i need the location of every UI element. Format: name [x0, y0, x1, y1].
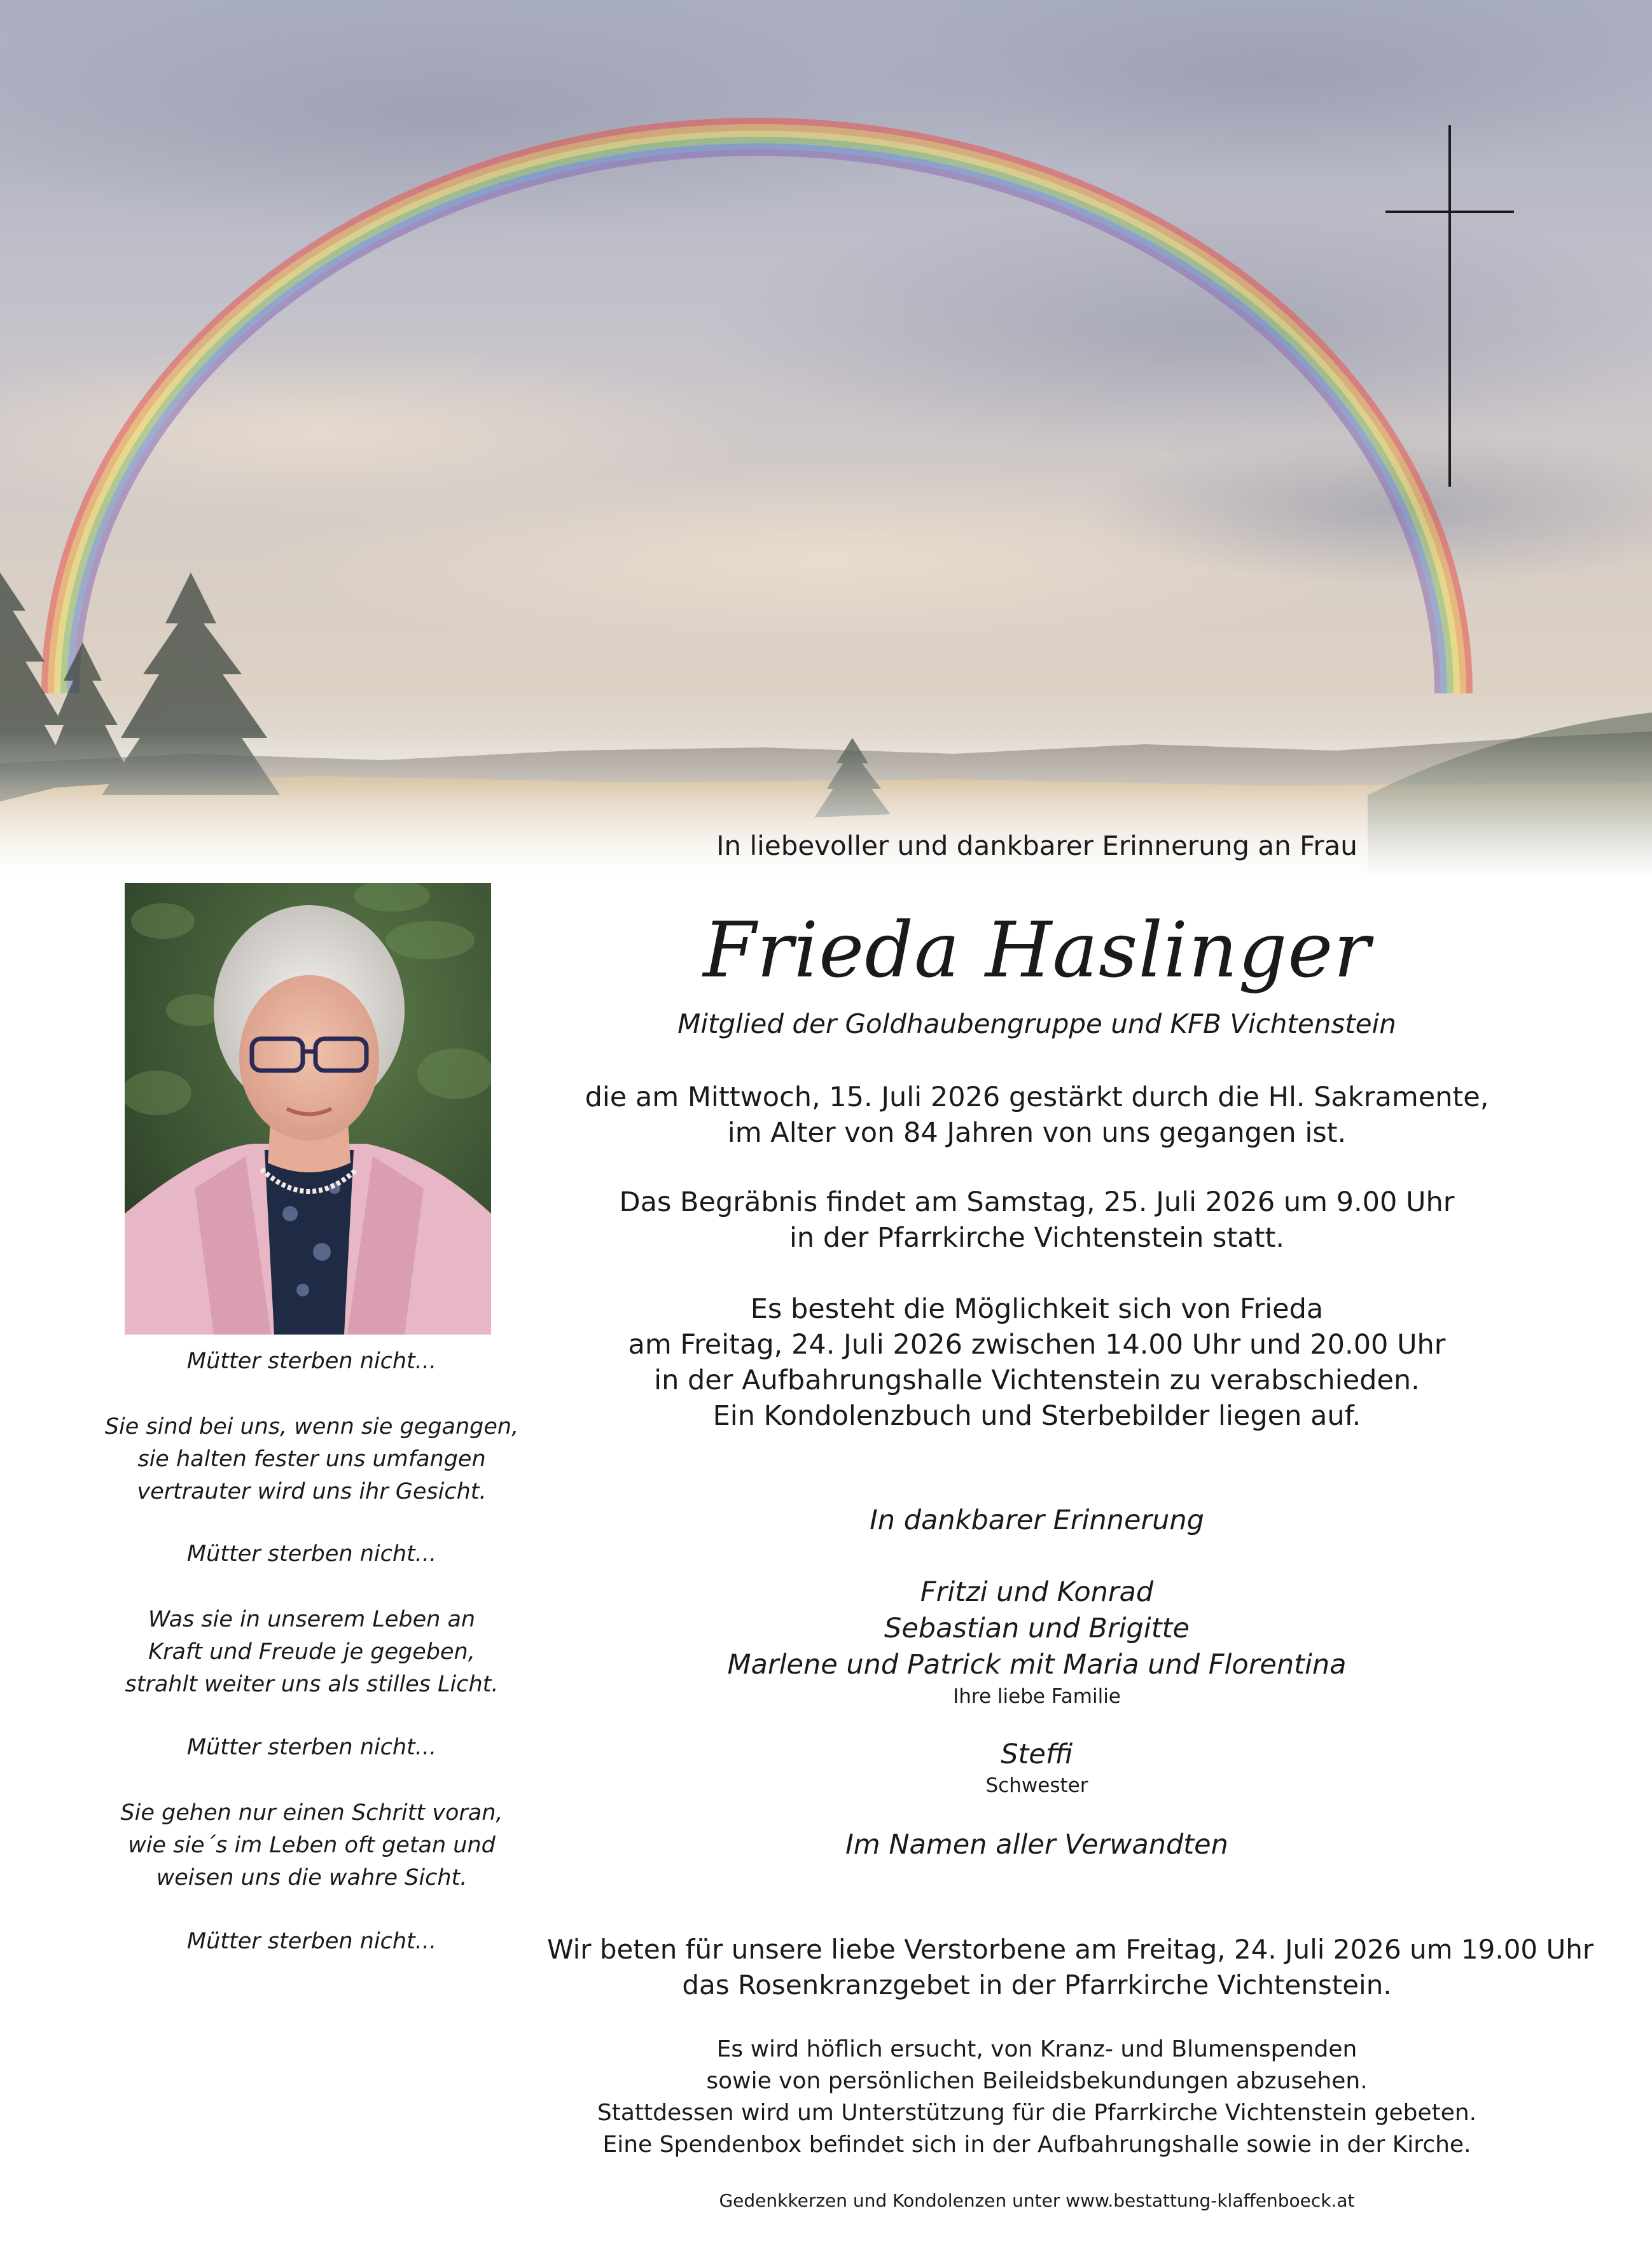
intro-line: In liebevoller und dankbarer Erinnerung an Frau [716, 830, 1357, 861]
footer-condolence-link: Gedenkkerzen und Kondolenzen unter www.bestattung-klaffenboeck.at [719, 2190, 1355, 2211]
poem-stanza-2 [64, 1604, 560, 1701]
poem-line: strahlt weiter uns als stilles Licht. [125, 1672, 499, 1697]
sister-label: Schwester [985, 1774, 1088, 1797]
text-line: in der Aufbahrungshalle Vichtenstein zu verabschieden. [654, 1364, 1420, 1396]
text-line: im Alter von 84 Jahren von uns gegangen ist. [727, 1117, 1347, 1149]
poem-line: Kraft und Freude je gegeben, [148, 1639, 475, 1665]
text-line: Es besteht die Möglichkeit sich von Frieda [750, 1293, 1324, 1325]
family-list [560, 1574, 1514, 1683]
poem-refrain: Mütter sterben nicht... [186, 1541, 437, 1567]
text-line: Wir beten für unsere liebe Verstorbene am Freitag, 24. Juli 2026 um 19.00 Uhr [547, 1934, 1594, 1965]
funeral-info [560, 1184, 1514, 1256]
poem-line: Sie sind bei uns, wenn sie gegangen, [104, 1414, 519, 1440]
cross-vertical-bar [1448, 125, 1451, 487]
poem-line: Sie gehen nur einen Schritt voran, [120, 1800, 503, 1826]
rosary-info [547, 1932, 1594, 2003]
sister-name: Steffi [1001, 1738, 1073, 1770]
mourners-heading: In dankbarer Erinnerung [870, 1504, 1204, 1536]
poem-line: wie sie´s im Leben oft getan und [128, 1833, 496, 1858]
text-line: am Freitag, 24. Juli 2026 zwischen 14.00 Uhr und 20.00 Uhr [628, 1329, 1446, 1361]
text-line: das Rosenkranzgebet in der Pfarrkirche Vichtenstein. [682, 1969, 1392, 2001]
deceased-name: Frieda Haslinger [703, 906, 1371, 995]
text-line: Ein Kondolenzbuch und Sterbebilder liegen auf. [712, 1400, 1361, 1432]
membership-line: Mitglied der Goldhaubengruppe und KFB Vichtenstein [677, 1008, 1396, 1039]
poem-refrain: Mütter sterben nicht... [186, 1929, 437, 1954]
family-line: Marlene und Patrick mit Maria und Florentina [727, 1649, 1347, 1681]
poem-line: vertrauter wird uns ihr Gesicht. [137, 1479, 487, 1504]
poem-line: Was sie in unserem Leben an [148, 1607, 476, 1632]
cross-horizontal-bar [1385, 211, 1514, 213]
relatives-line: Im Namen aller Verwandten [845, 1829, 1228, 1861]
donation-request [547, 2034, 1527, 2161]
text-line: in der Pfarrkirche Vichtenstein statt. [789, 1222, 1285, 1254]
text-line: sowie von persönlichen Beileidsbekundungen abzusehen. [706, 2068, 1368, 2094]
text-line: Eine Spendenbox befindet sich in der Aufbahrungshalle sowie in der Kirche. [602, 2132, 1471, 2158]
family-line: Fritzi und Konrad [920, 1576, 1154, 1608]
poem-stanza-1 [64, 1411, 560, 1508]
text-line: Stattdessen wird um Unterstützung für die Pfarrkirche Vichtenstein gebeten. [597, 2100, 1477, 2126]
poem-line: weisen uns die wahre Sicht. [156, 1865, 468, 1891]
poem-refrain: Mütter sterben nicht... [186, 1349, 437, 1374]
text-line: Es wird höflich ersucht, von Kranz- und Blumenspenden [716, 2036, 1357, 2062]
death-notice [560, 1079, 1514, 1151]
poem-refrain: Mütter sterben nicht... [186, 1735, 437, 1760]
poem-line: sie halten fester uns umfangen [137, 1447, 486, 1472]
portrait-photo [125, 883, 491, 1335]
cross-symbol [1385, 125, 1514, 487]
family-label: Ihre liebe Familie [953, 1685, 1121, 1708]
text-line: Das Begräbnis findet am Samstag, 25. Juli 2026 um 9.00 Uhr [619, 1186, 1455, 1218]
poem-stanza-3 [64, 1797, 560, 1894]
family-line: Sebastian und Brigitte [884, 1613, 1190, 1644]
farewell-info [560, 1291, 1514, 1434]
text-line: die am Mittwoch, 15. Juli 2026 gestärkt durch die Hl. Sakramente, [585, 1081, 1489, 1113]
